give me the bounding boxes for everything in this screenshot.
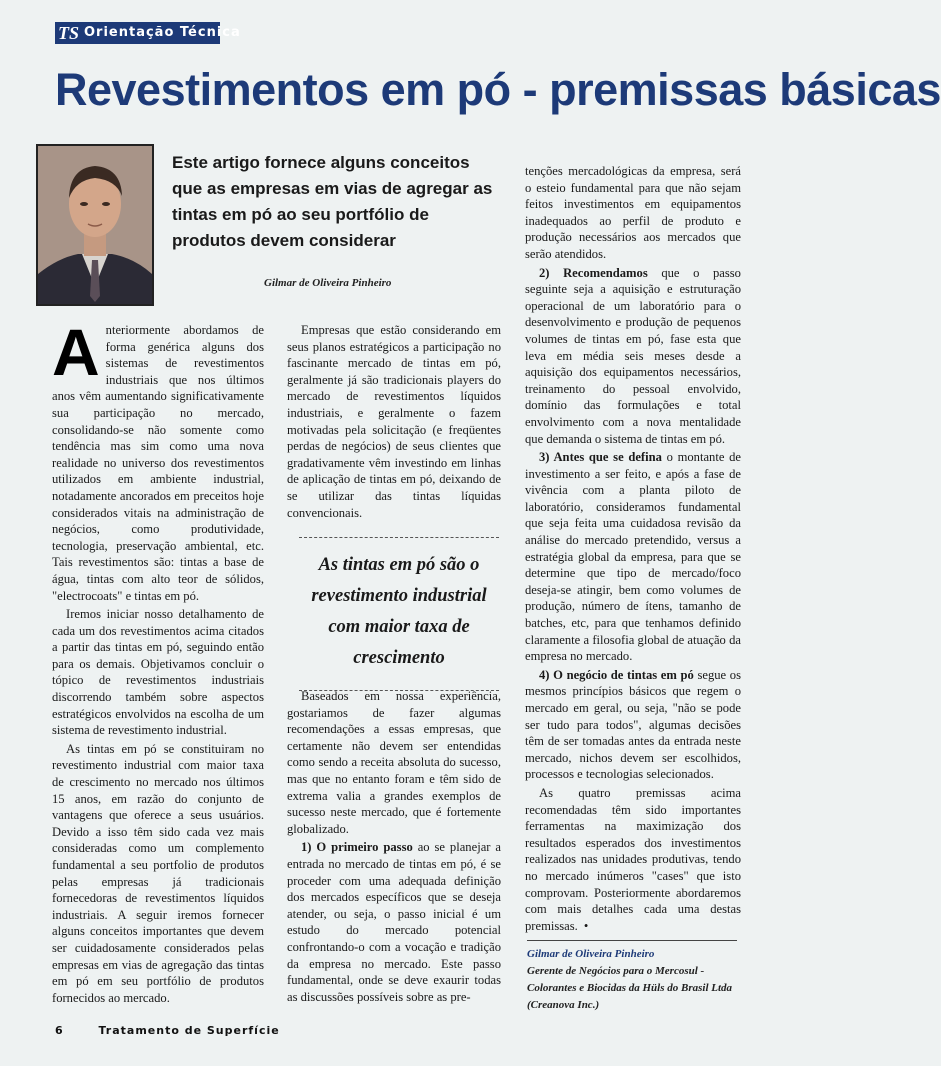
col1-paragraph-3: As tintas em pó se constituiram no revestimento industrial com maior taxa de crescimento no mercado nos últimos 15 anos, em razão do conjunto de vantagens que oferece a seus usuários. Devido a isso têm sido cada vez mais consideradas como um complemento fundamental a seu portfolio de produtos pelas empresas já tradicionais fornecedoras de revestimentos líquidos industriais. A seguir iremos fornecer alguns conceitos importantes que devem ser cuidadosamente considerados pelas empresas em vias de agregação das tintas em pó em seu portfólio de produtos fornecidos ao mercado.	[52, 741, 264, 1005]
column-1	[52, 315, 264, 1008]
author-bio	[527, 946, 742, 1014]
col3-paragraph-2	[525, 449, 741, 665]
author-photo	[36, 144, 154, 306]
col1-paragraph-2: Iremos iniciar nosso detalhamento de cada um dos revestimentos acima citados a partir das tintas em pó, seguindo então para os demais. Objetivamos concluir o tópico de revestimentos industriais discorrendo também sobre aspectos estratégicos envolvidos na escolha de um sistema de revestimento industrial.	[52, 607, 264, 738]
step-3-text: o montante de investimento a ser feito, e após a fase de vivência com a planta piloto de laboratório, consideramos fundamental que seja feita uma cuidadosa revisão da análise do mercado pretendido, versus a estratégia global da empresa, para que se determine que tipo de mercado/foco deseja-se atingir, bem como volumes de produção, número de ítens, tamanho de batches, etc, para que tenhamos definido claramente a filosofia global de atuação da empresa no mercado.	[525, 450, 741, 664]
drop-cap: A	[52, 315, 100, 389]
step-4-text: segue os mesmos princípios básicos que regem o mercado em geral, ou seja, "não se pode ser tudo para todos", algumas decisões têm de ser tomadas antes da entrada neste mercado, nichos devem ser escolhidos, processos e tecnologias selecionados.	[525, 667, 741, 782]
step-3-lead: 3) Antes que se defina	[539, 450, 662, 465]
column-2-top	[287, 322, 501, 523]
step-1-lead: 1) O primeiro passo	[301, 840, 413, 855]
col2-paragraph-2: Baseados em nossa experiência, gostariamos de fazer algumas recomendações a essas empresas, que certamente não devem ser entendidas como sendo a receita absoluta do sucesso, mas que no entanto foram e têm sido de extrema valia a grandes exemplos de sucesso neste mercado, que é fortemente globalizado.	[287, 689, 501, 836]
step-2-text: que o passo seguinte seja a aquisição e estruturação operacional de um laboratório para o desenvolvimento e produção de pequenos volumes de tintas em pó, fase esta que leva em média seis meses desde a aquisição dos equipamentos necessários, treinamento do pessoal envolvido, domínio das formulações e total envolvimento com a nova mentalidade que demanda o sistema de tintas em pó.	[525, 265, 741, 446]
author-portrait-image	[38, 146, 152, 304]
magazine-name: Tratamento de Superfície	[98, 1024, 280, 1037]
step-4-lead: 4) O negócio de tintas em pó	[539, 667, 694, 682]
article-title: Revestimentos em pó - premissas básicas	[55, 64, 941, 115]
step-1-text: ao se planejar a entrada no mercado de tintas em pó, é se proceder com uma adequada definição dos mercados específicos que se deseja atender, ou seja, o passo inicial é um estudo do mercado potencial confrontando-o com a vocação e tradição da empresa no mercado. Este passo fundamental, onde se deve exaurir todas as discussões possíveis sobre as pre-	[287, 840, 501, 1004]
bio-role: Gerente de Negócios para o Mercosul - Colorantes e Biocidas da Hüls do Brasil Ltda (Creanova Inc.)	[527, 965, 733, 1011]
col3-paragraph-0: tenções mercadológicas da empresa, será o esteio fundamental para que não sejam feitos investimentos em equipamentos inadequados ao perfil de produto e produção necessários aos mercados que serão atendidos.	[525, 164, 741, 261]
end-mark: •	[583, 918, 589, 933]
conclusion-text: As quatro premissas acima recomendadas têm sido importantes ferramentas na maximização dos resultados esperados dos investimentos realizados nas unidades produtivas, tendo no mercado inúmeros "cases" que isto comprovam. Posteriormente abordaremos com mais detalhes cada uma destas premissas.	[525, 785, 741, 933]
bio-name: Gilmar de Oliveira Pinheiro	[527, 948, 655, 960]
col3-paragraph-4	[525, 785, 741, 934]
col3-paragraph-1	[525, 265, 741, 448]
section-label: Orientação Técnica	[84, 25, 241, 40]
pull-quote: As tintas em pó são o revestimento industrial com maior taxa de crescimento	[299, 537, 499, 691]
col2-paragraph-1: Empresas que estão considerando em seus planos estratégicos a participação no fascinante mercado de tintas em pó, geralmente já são tradicionais players do mercado de revestimentos líquidos industriais, e geralmente o fazem motivadas pela solicitação (e freqüentes perdas de negócios) de seus clientes que gradativamente vêm investindo em linhas de aplicação de tintas em pó, deixando de se utilizar das tintas líquidas convencionais.	[287, 323, 501, 520]
column-2-bottom	[287, 688, 501, 1007]
magazine-logo: TS	[58, 23, 80, 43]
column-3	[525, 163, 741, 936]
step-2-lead: 2) Recomendamos	[539, 265, 648, 280]
bio-divider	[527, 940, 737, 941]
col1-paragraph-1: nteriormente abordamos de forma genérica alguns dos sistemas de revestimentos industriais que nos últimos anos vêm aumentando significativamente sua participação no mercado, consolidando-se não somente como tendência mas sim como uma nova realidade no universo dos revestimentos utilizados em ambiente industrial, notadamente ancorados em preceitos hoje considerados vitais na administração de negócios, como produtividade, tecnologia, preservação ambiental, etc. Tais revestimentos são: tintas a base de água, tintas com alto teor de sólidos, "electrocoats" e tintas em pó.	[52, 323, 264, 603]
page-number: 6	[55, 1024, 64, 1037]
article-subtitle: Este artigo fornece alguns conceitos que as empresas em vias de agregar as tintas em pó ao seu portfólio de produtos devem considerar	[172, 153, 493, 250]
col2-paragraph-3	[287, 839, 501, 1005]
col3-paragraph-3	[525, 667, 741, 783]
page-footer	[55, 1024, 280, 1037]
author-byline: Gilmar de Oliveira Pinheiro	[264, 277, 392, 289]
